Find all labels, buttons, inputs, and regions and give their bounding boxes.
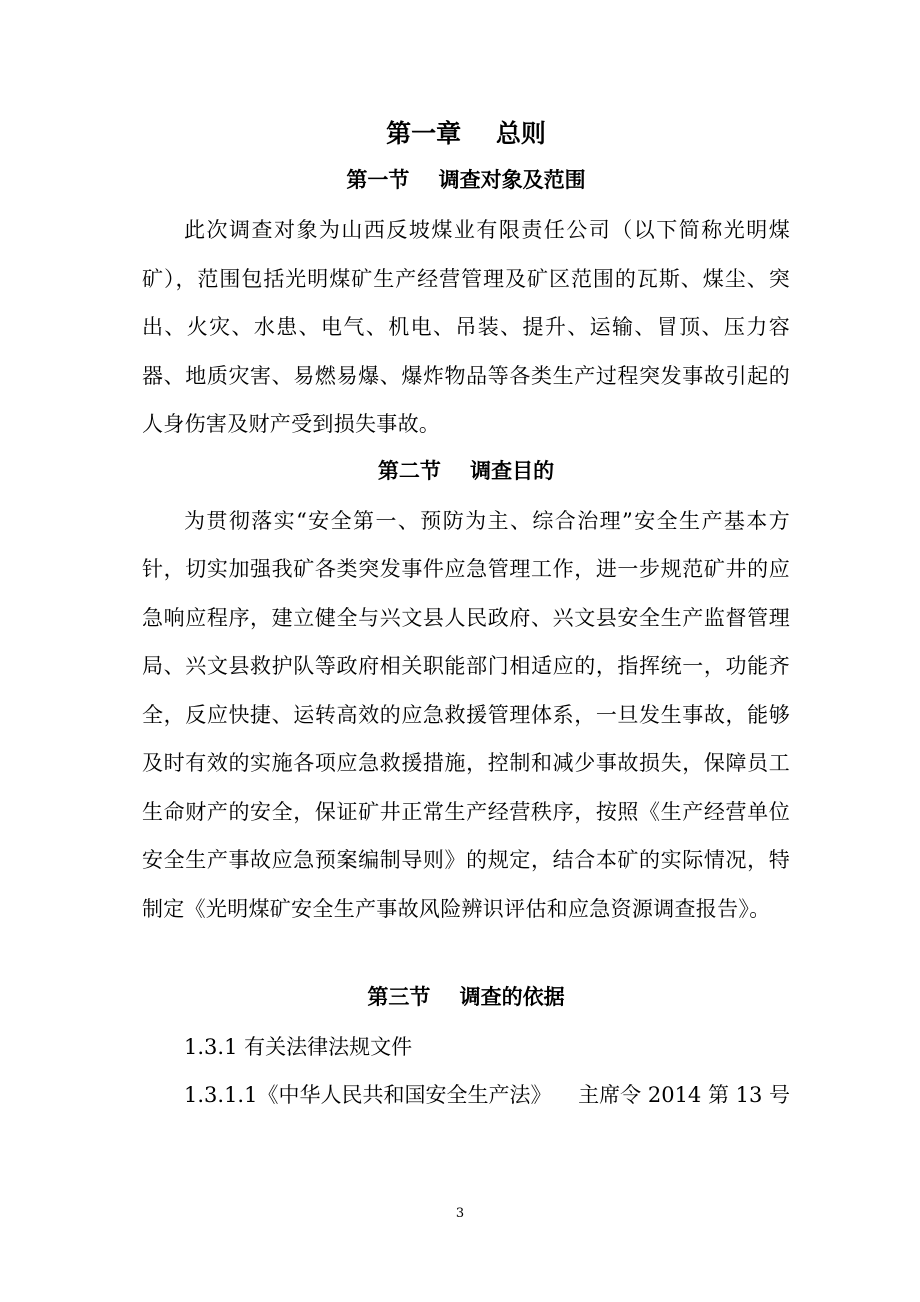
section-title-2: 第二节 调查目的 (377, 458, 555, 483)
section-3-item-1: 1.3.1 有关法律法规文件 (184, 1035, 413, 1059)
section-title-1: 第一节 调查对象及范围 (346, 168, 586, 192)
page-content (142, 112, 790, 1119)
section-3-item-2: 1.3.1.1《中华人民共和国安全生产法》 主席令 2014 第 13 号 (184, 1083, 791, 1107)
section-title-3: 第三节 调查的依据 (367, 985, 565, 1009)
section-1-paragraph: 此次调查对象为山西反坡煤业有限责任公司（以下简称光明煤矿），范围包括光明煤矿生产经营管理及矿区范围的瓦斯、煤尘、突出、火灾、水患、电气、机电、吊装、提升、运输、冒顶、压力容器、地质灾害、易燃易爆、爆炸物品等各类生产过程突发事故引起的人身伤害及财产受到损失事故。 (142, 218, 790, 436)
page-number: 3 (455, 1206, 465, 1221)
section-2-paragraph: 为贯彻落实“安全第一、预防为主、综合治理”安全生产基本方针，切实加强我矿各类突发事件应急管理工作，进一步规范矿井的应急响应程序，建立健全与兴文县人民政府、兴文县安全生产监督管理局、兴文县救护队等政府相关职能部门相适应的，指挥统一，功能齐全，反应快捷、运转高效的应急救援管理体系，一旦发生事故，能够及时有效的实施各项应急救援措施，控制和减少事故损失，保障员工生命财产的安全，保证矿井正常生产经营秩序，按照《生产经营单位安全生产事故应急预案编制导则》的规定，结合本矿的实际情况，特制定《光明煤矿安全生产事故风险辨识评估和应急资源调查报告》。 (142, 508, 790, 921)
chapter-title: 第一章 总则 (386, 119, 546, 148)
